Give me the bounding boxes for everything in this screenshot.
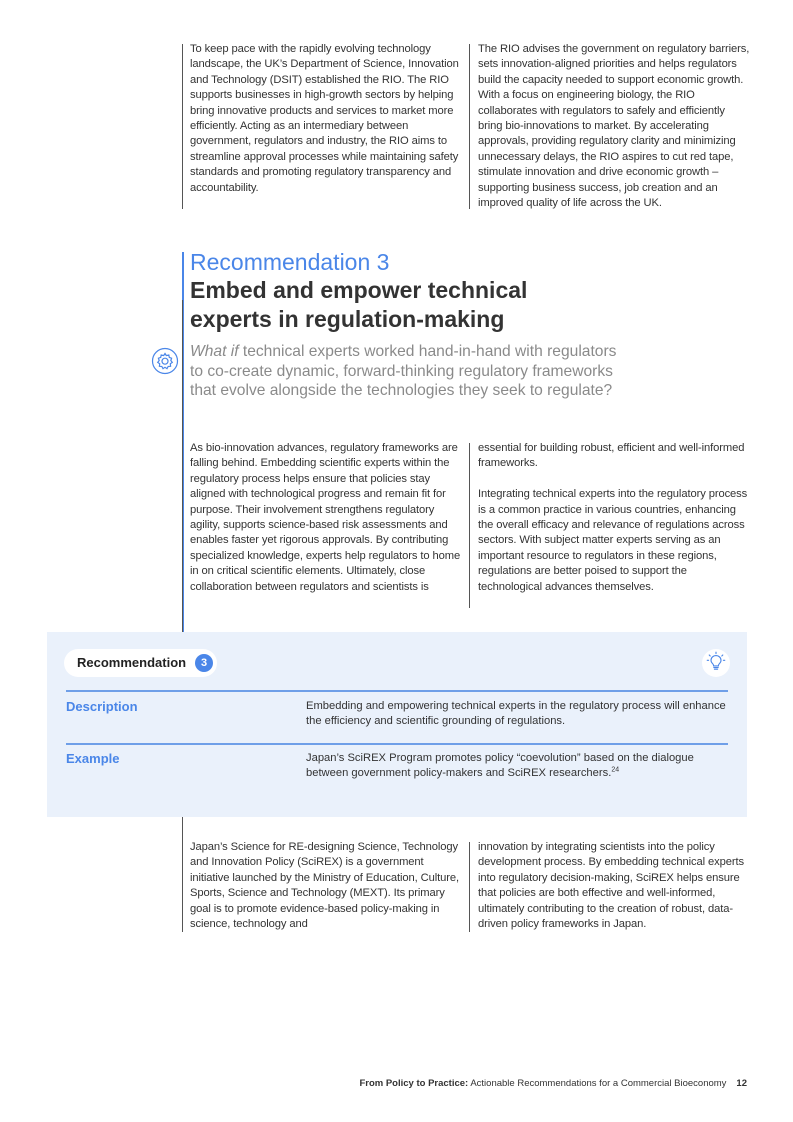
bottom-right-column-text: innovation by integrating scientists into the policy development process. By embedding technical experts into regulatory decision-making, SciREX helps ensure that policies are both effective and well-informed, ultimately contributing to the creation of robust, data-driven policy frameworks in Japan. — [478, 841, 745, 931]
example-footnote: 24 — [611, 766, 620, 774]
example-label: Example — [66, 751, 120, 766]
middle-right-paragraph-2: Integrating technical experts into the regulatory process is a common practice in various countries, enhancing the overall efficacy and relevance of regulations across sectors. With subject matter experts serving as an important resource to regulators in these regions, regulations are better poised to support the technological advances themselves. — [478, 488, 748, 593]
recommendation-title: Embed and empower technical experts in regulation-making — [190, 277, 528, 332]
page-footer — [359, 1078, 747, 1089]
page-number: 12 — [736, 1078, 747, 1089]
question-lead: What if — [190, 343, 239, 360]
top-right-column-rule — [469, 44, 470, 209]
middle-left-column-text: As bio-innovation advances, regulatory frameworks are falling behind. Embedding scientific experts within the regulatory process helps ensure that policies stay aligned with technological progress and remain fit for purpose. Their involvement strengthens regulatory agility, supports science-based risk assessments and enables faster yet rigorous approvals. By contributing specialized knowledge, experts help regulators to home in on critical scientific elements. Ultimately, close collaboration between regulators and scientists is — [190, 442, 461, 593]
description-label: Description — [66, 699, 138, 714]
recommendation-gray-rule — [182, 300, 183, 632]
middle-right-paragraph-1: essential for building robust, efficient and well-informed frameworks. — [478, 442, 745, 470]
description-text: Embedding and empowering technical experts in the regulatory process will enhance the efficiency and scientific grounding of regulations. — [306, 700, 726, 728]
top-left-column-rule — [182, 44, 183, 209]
top-right-column-text: The RIO advises the government on regulatory barriers, sets innovation-aligned priorities and helps regulators build the capacity needed to support economic growth. With a focus on engineering biology, the RIO collaborates with regulators to safely and efficiently bring bio-innovations to market. By accelerating approvals, providing regulatory clarity and minimizing unnecessary delays, the RIO aspires to cut red tape, stimulate innovation and drive economic growth – supporting business success, job creation and an improved quality of life across the UK. — [478, 43, 750, 210]
middle-right-column-rule — [469, 443, 470, 608]
bottom-left-column-text: Japan’s Science for RE-designing Science, Technology and Innovation Policy (SciREX) is a government initiative launched by the Ministry of Education, Culture, Sports, Science and Technology (MEXT). Its primary goal is to promote evidence-based policy-making in science, technology and — [190, 841, 460, 931]
top-left-column-text: To keep pace with the rapidly evolving technology landscape, the UK’s Department of Science, Innovation and Technology (DSIT) established the RIO. The RIO supports businesses in high-growth sectors by helping bring innovative products and services to market more efficiently. Acting as an intermediary between government, regulators and industry, the RIO aims to streamline approval processes while maintaining safety standards and promoting regulatory transparency and accountability. — [190, 43, 459, 194]
lightbulb-icon — [702, 649, 730, 677]
bottom-left-column-rule — [182, 817, 183, 932]
bottom-right-column-rule — [469, 842, 470, 932]
recommendation-kicker: Recommendation 3 — [190, 249, 390, 275]
gear-icon — [151, 347, 179, 375]
footer-title-rest: Actionable Recommendations for a Commercial Bioeconomy — [468, 1078, 727, 1089]
recommendation-number-badge: 3 — [195, 654, 213, 672]
example-divider — [66, 743, 728, 745]
example-text-block — [306, 751, 726, 782]
footer-title-bold: From Policy to Practice: — [359, 1078, 469, 1089]
recommendation-question — [190, 342, 630, 401]
question-rest: technical experts worked hand-in-hand with regulators to co-create dynamic, forward-thinking regulatory frameworks that evolve alongside the technologies they seek to regulate? — [190, 343, 617, 400]
middle-right-column-text — [478, 441, 748, 595]
recommendation-pill-label: Recommendation — [77, 655, 187, 670]
description-divider — [66, 690, 728, 692]
example-text: Japan’s SciREX Program promotes policy “coevolution” based on the dialogue between government policy-makers and SciREX researchers. — [306, 752, 694, 780]
